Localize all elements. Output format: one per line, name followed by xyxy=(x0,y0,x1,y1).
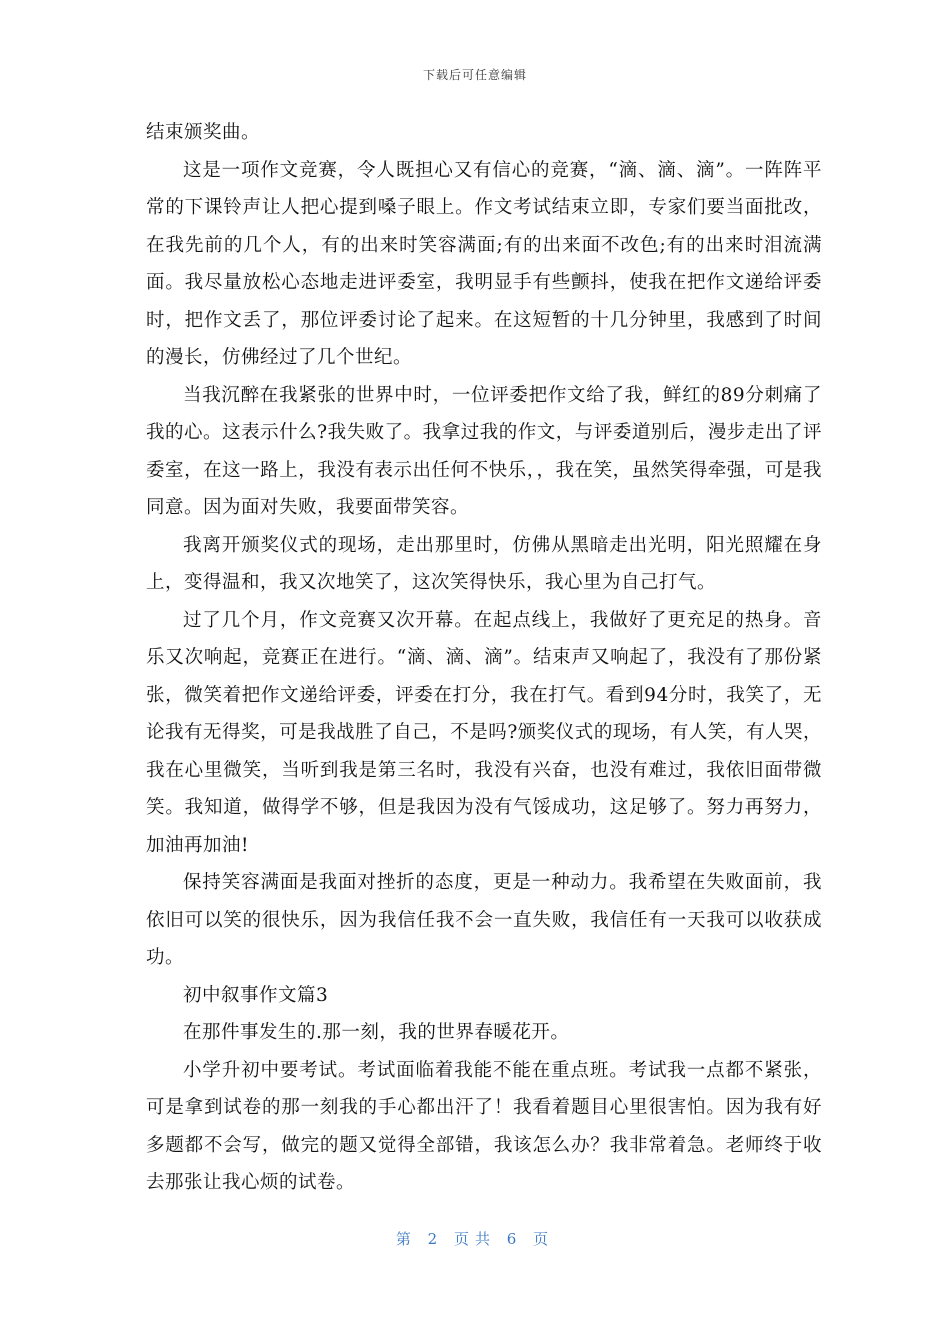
paragraph-8: 小学升初中要考试。考试面临着我能不能在重点班。考试我一点都不紧张，可是拿到试卷的那一刻我的手心都出汗了！我看着题目心里很害怕。因为我有好多题都不会写，做完的题又觉得全部错，我该怎么办？我非常着急。老师终于收去那张让我心烦的试卷。 xyxy=(146,1059,822,1193)
paragraph-6: 保持笑容满面是我面对挫折的态度，更是一种动力。我希望在失败面前，我依旧可以笑的很快乐，因为我信任我不会一直失败，我信任有一天我可以收获成功。 xyxy=(146,872,822,968)
paragraph-2: 这是一项作文竞赛，令人既担心又有信心的竞赛，“滴、滴、滴”。一阵阵平常的下课铃声让人把心提到嗓子眼上。作文考试结束立即，专家们要当面批改，在我先前的几个人，有的出来时笑容满面;有的出来面不改色;有的出来时泪流满面。我尽量放松心态地走进评委室，我明显手有些颤抖，使我在把作文递给评委时，把作文丢了，那位评委讨论了起来。在这短暂的十几分钟里，我感到了时间的漫长，仿佛经过了几个世纪。 xyxy=(146,159,822,368)
page-header: 下载后可任意编辑 xyxy=(422,68,527,82)
page-number-footer xyxy=(0,1228,950,1249)
paragraph-7: 在那件事发生的.那一刻，我的世界春暖花开。 xyxy=(183,1022,570,1043)
paragraph-5: 过了几个月，作文竞赛又次开幕。在起点线上，我做好了更充足的热身。音乐又次响起，竞赛正在进行。“滴、滴、滴”。结束声又响起了，我没有了那份紧张，微笑着把作文递给评委，评委在打分，我在打气。看到94分时，我笑了，无论我有无得奖，可是我战胜了自己，不是吗?颁奖仪式的现场，有人笑，有人哭，我在心里微笑，当听到我是第三名时，我没有兴奋，也没有难过，我依旧面带微笑。我知道，做得学不够，但是我因为没有气馁成功，这足够了。努力再努力，加油再加油! xyxy=(146,609,822,856)
paragraph-4: 我离开颁奖仪式的现场，走出那里时，仿佛从黑暗走出光明，阳光照耀在身上，变得温和，我又次地笑了，这次笑得快乐，我心里为自己打气。 xyxy=(146,534,822,593)
footer-suffix: 页 xyxy=(533,1230,555,1248)
document-body xyxy=(146,114,822,1202)
footer-current-page: 2 xyxy=(427,1230,444,1248)
paragraph-1: 结束颁奖曲。 xyxy=(146,122,261,143)
footer-middle: 页共 xyxy=(453,1230,496,1248)
paragraph-3: 当我沉醉在我紧张的世界中时，一位评委把作文给了我，鲜红的89分刺痛了我的心。这表示什么?我失败了。我拿过我的作文，与评委道别后，漫步走出了评委室，在这一路上，我没有表示出任何不快乐，，我在笑，虽然笑得牵强，可是我同意。因为面对失败，我要面带笑容。 xyxy=(146,384,822,518)
footer-total-pages: 6 xyxy=(506,1230,523,1248)
section-heading: 初中叙事作文篇3 xyxy=(183,984,329,1006)
footer-prefix: 第 xyxy=(395,1230,417,1248)
